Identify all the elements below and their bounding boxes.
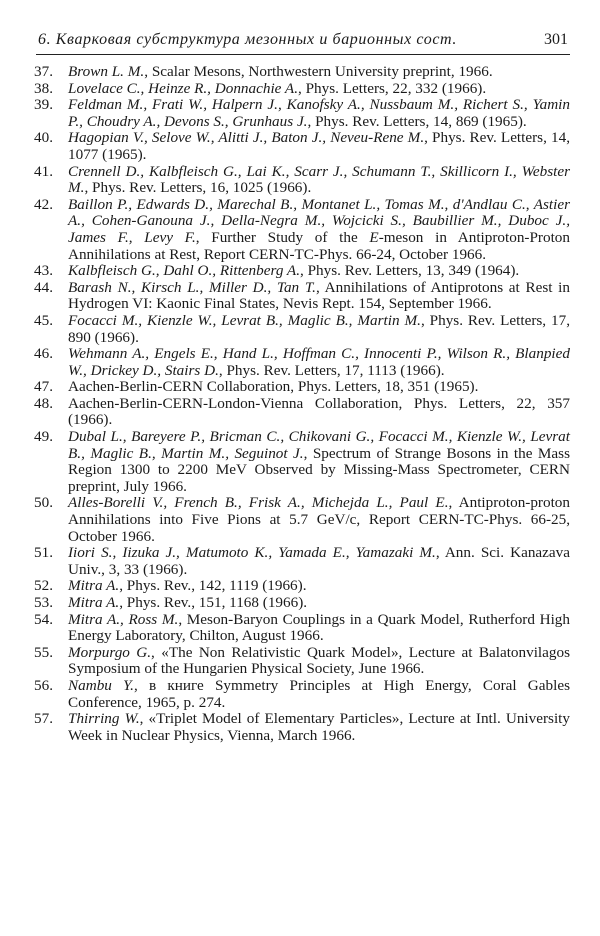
- reference-authors: Alles-Borelli V., French B., Frisk A., Michejda L., Paul E.: [68, 494, 449, 512]
- reference-item: [30, 612, 570, 645]
- reference-item: [30, 495, 570, 545]
- reference-item: [30, 97, 570, 130]
- page-number: 301: [544, 31, 568, 48]
- reference-item: [30, 379, 570, 396]
- reference-number: 38.: [34, 79, 53, 97]
- reference-number: 47.: [34, 378, 53, 396]
- reference-authors: E: [369, 228, 379, 246]
- reference-list: [30, 64, 570, 744]
- reference-item: [30, 313, 570, 346]
- reference-item: [30, 396, 570, 429]
- reference-authors: Feldman M., Frati W., Halpern J., Kanofsky A., Nussbaum M., Richert S., Yamin P., Choudry A., Devons S., Grunhaus J.: [68, 96, 570, 130]
- reference-text: Aachen-Berlin-CERN-London-Vienna Collaboration, Phys. Letters, 22, 357 (1966).: [68, 394, 570, 429]
- reference-item: [30, 545, 570, 578]
- reference-text: , Phys. Letters, 22, 332 (1966).: [298, 79, 487, 97]
- reference-item: [30, 678, 570, 711]
- reference-text: , Antiproton-proton Annihilations into Five Pions at 5.7 GeV/c, Report CERN-TC-Phys. 66-25, October 1966.: [68, 494, 570, 545]
- reference-number: 45.: [34, 311, 53, 329]
- reference-number: 57.: [34, 710, 53, 728]
- reference-text: , «The Non Relativistic Quark Model», Lecture at Balatonvilagos Symposium of the Hungarien Physical Society, June 1966.: [68, 643, 570, 678]
- reference-text: -meson in Antiproton-Proton Annihilations at Rest, Report CERN-TC-Phys. 66-24, October 1966.: [68, 228, 570, 263]
- reference-number: 55.: [34, 643, 53, 661]
- reference-authors: Wehmann A., Engels E., Hand L., Hoffman C., Innocenti P., Wilson R., Blanpied W., Drickey D., Stairs D.: [68, 345, 570, 379]
- reference-text: , Phys. Rev., 142, 1119 (1966).: [119, 577, 307, 595]
- reference-number: 41.: [34, 162, 53, 180]
- reference-authors: Mitra A.: [68, 594, 120, 611]
- reference-authors: Mitra A.: [68, 577, 120, 595]
- reference-item: [30, 711, 570, 744]
- reference-text: , Annihilations of Antiprotons at Rest in Hydrogen VI: Kaonic Final States, Nevis Rept. 154, September 1966.: [68, 278, 570, 313]
- reference-authors: Hagopian V., Selove W., Alitti J., Baton J., Neveu-Rene M.: [68, 129, 425, 147]
- reference-text: , Further Study of the: [195, 228, 370, 246]
- reference-authors: Lovelace C., Heinze R., Donnachie A.: [68, 79, 299, 97]
- reference-authors: Nambu Y.: [68, 676, 134, 694]
- reference-text: , Phys. Rev. Letters, 17, 1113 (1966).: [218, 361, 445, 379]
- reference-text: , Ann. Sci. Kanazava Univ., 3, 33 (1966).: [68, 544, 570, 578]
- reference-number: 54.: [34, 610, 53, 628]
- reference-number: 43.: [34, 262, 53, 280]
- reference-text: , Phys. Rev. Letters, 13, 349 (1964).: [300, 262, 520, 280]
- reference-number: 56.: [34, 676, 53, 694]
- reference-item: [30, 645, 570, 678]
- reference-item: [30, 280, 570, 313]
- reference-number: 49.: [34, 428, 53, 446]
- reference-authors: Focacci M., Kienzle W., Levrat B., Maglic B., Martin M.: [68, 311, 421, 329]
- reference-item: [30, 346, 570, 379]
- reference-text: , «Triplet Model of Elementary Particles», Lecture at Intl. University Week in Nuclear Physics, Vienna, March 1966.: [68, 710, 570, 744]
- reference-number: 46.: [34, 345, 53, 363]
- reference-item: [30, 64, 570, 81]
- reference-text: , Scalar Mesons, Northwestern University preprint, 1966.: [144, 63, 493, 80]
- reference-number: 37.: [34, 63, 53, 80]
- chapter-title: 6. Кварковая субструктура мезонных и барионных сост.: [38, 31, 457, 48]
- reference-authors: Crennell D., Kalbfleisch G., Lai K., Scarr J., Schumann T., Skillicorn I., Webster M.: [68, 162, 570, 197]
- reference-authors: Brown L. M.: [68, 63, 145, 80]
- reference-authors: Mitra A., Ross M.: [68, 610, 179, 628]
- reference-item: [30, 164, 570, 197]
- reference-text: , Phys. Rev. Letters, 14, 869 (1965).: [307, 112, 527, 130]
- reference-authors: Dubal L., Bareyere P., Bricman C., Chikovani G., Focacci M., Kienzle W., Levrat B., Maglic B., Martin M., Seguinot J.: [68, 428, 570, 462]
- reference-text: , Phys. Rev. Letters, 14, 1077 (1965).: [68, 129, 570, 163]
- reference-text: , Phys. Rev. Letters, 16, 1025 (1966).: [84, 179, 312, 197]
- reference-number: 53.: [34, 594, 53, 611]
- reference-number: 42.: [34, 195, 53, 213]
- reference-text: Aachen-Berlin-CERN Collaboration, Phys. Letters, 18, 351 (1965).: [68, 378, 479, 396]
- reference-authors: Kalbfleisch G., Dahl O., Rittenberg A.: [68, 262, 301, 280]
- reference-authors: Baillon P., Edwards D., Marechal B., Montanet L., Tomas M., d'Andlau C., Astier A., Cohen-Ganouna J., Della-Negra M., Wojcicki S., Baubillier M., Duboc J., James F., Levy F.: [68, 195, 570, 246]
- reference-number: 50.: [34, 494, 53, 512]
- reference-item: [30, 197, 570, 263]
- reference-item: [30, 130, 570, 163]
- reference-text: , в книге Symmetry Principles at High Energy, Coral Gables Conference, 1965, p. 274.: [68, 676, 570, 711]
- reference-authors: Iiori S., Iizuka J., Matumoto K., Yamada E., Yamazaki M.: [68, 544, 436, 562]
- reference-item: [30, 578, 570, 595]
- reference-item: [30, 429, 570, 495]
- reference-number: 48.: [34, 394, 53, 412]
- reference-number: 52.: [34, 577, 53, 595]
- reference-authors: Thirring W.: [68, 710, 140, 728]
- reference-item: [30, 81, 570, 98]
- reference-number: 40.: [34, 129, 53, 147]
- reference-text: , Phys. Rev. Letters, 17, 890 (1966).: [68, 311, 570, 346]
- reference-number: 44.: [34, 278, 53, 296]
- reference-item: [30, 595, 570, 612]
- reference-text: , Phys. Rev., 151, 1168 (1966).: [119, 594, 308, 611]
- reference-number: 39.: [34, 96, 53, 114]
- reference-text: , Meson-Baryon Couplings in a Quark Model, Rutherford High Energy Laboratory, Chilton, August 1966.: [68, 610, 570, 645]
- reference-item: [30, 263, 570, 280]
- running-header: [36, 28, 570, 55]
- reference-authors: Morpurgo G.: [68, 643, 152, 661]
- reference-authors: Barash N., Kirsch L., Miller D., Tan T.: [68, 278, 316, 296]
- reference-number: 51.: [34, 544, 53, 562]
- reference-text: , Spectrum of Strange Bosons in the Mass Region 1300 to 2200 MeV Observed by Missing-Mass Spectrometer, CERN preprint, July 1966.: [68, 444, 570, 495]
